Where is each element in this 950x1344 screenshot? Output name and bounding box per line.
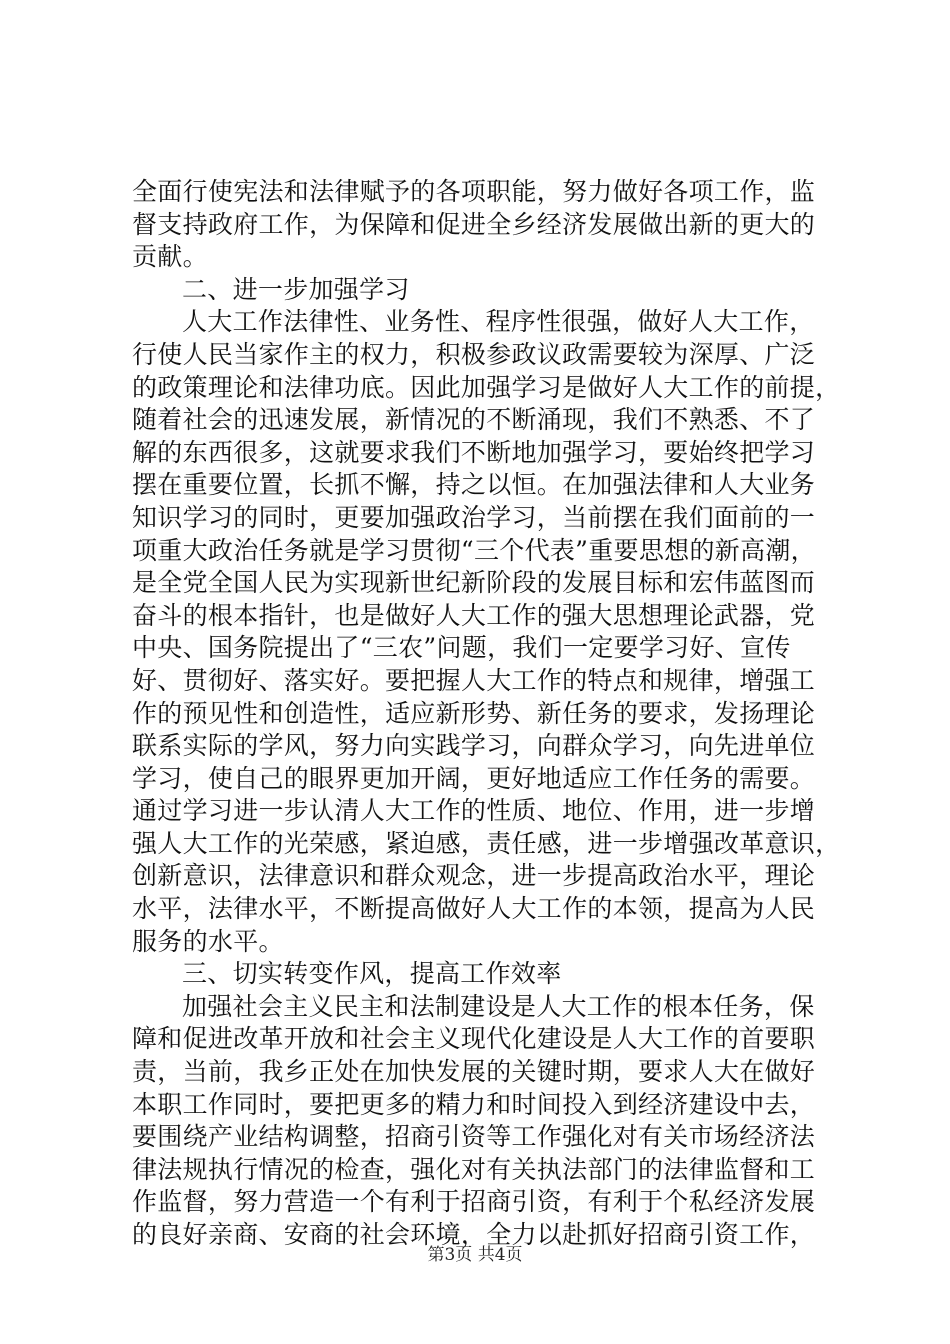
text-line: 行使人民当家作主的权力，积极参政议政需要较为深厚、广泛 (132, 339, 816, 369)
text-line: 知识学习的同时，更要加强政治学习，当前摆在我们面前的一 (132, 502, 816, 532)
text-line: 好、贯彻好、落实好。要把握人大工作的特点和规律，增强工 (132, 665, 816, 695)
text-line: 摆在重要位置，长抓不懈，持之以恒。在加强法律和人大业务 (132, 470, 816, 500)
text-line: 加强社会主义民主和法制建设是人大工作的根本任务，保 (182, 991, 815, 1021)
text-line: 全面行使宪法和法律赋予的各项职能，努力做好各项工作，监 (132, 177, 816, 206)
text-line: 中央、国务院提出了“三农”问题，我们一定要学习好、宣传 (132, 633, 791, 663)
page-footer: 第3页 共4页 (427, 1245, 523, 1265)
text-line: 通过学习进一步认清人大工作的性质、地位、作用，进一步增 (132, 796, 816, 826)
text-line: 是全党全国人民为实现新世纪新阶段的发展目标和宏伟蓝图而 (132, 568, 816, 598)
text-line: 人大工作法律性、业务性、程序性很强，做好人大工作， (182, 307, 815, 337)
text-line: 督支持政府工作，为保障和促进全乡经济发展做出新的更大的 (132, 209, 816, 239)
text-line: 奋斗的根本指针，也是做好人大工作的强大思想理论武器，党 (132, 600, 816, 630)
text-line: 作的预见性和创造性，适应新形势、新任务的要求，发扬理论 (132, 698, 816, 728)
text-line: 障和促进改革开放和社会主义现代化建设是人大工作的首要职 (132, 1024, 816, 1054)
text-line: 的政策理论和法律功底。因此加强学习是做好人大工作的前提， (132, 372, 841, 402)
text-line: 水平，法律水平，不断提高做好人大工作的本领，提高为人民 (132, 894, 816, 924)
text-line: 强人大工作的光荣感，紧迫感，责任感，进一步增强改革意识， (132, 828, 841, 858)
text-line: 贡献。 (132, 242, 208, 272)
text-line: 解的东西很多，这就要求我们不断地加强学习，要始终把学习 (132, 437, 816, 467)
text-line: 联系实际的学风，努力向实践学习，向群众学习，向先进单位 (132, 731, 816, 761)
text-line: 创新意识，法律意识和群众观念，进一步提高政治水平，理论 (132, 861, 816, 891)
document-body (132, 176, 841, 1252)
text-line: 律法规执行情况的检查，强化对有关执法部门的法律监督和工 (132, 1154, 816, 1184)
text-line: 的良好亲商、安商的社会环境，全力以赴抓好招商引资工作， (132, 1220, 816, 1249)
text-line: 要围绕产业结构调整，招商引资等工作强化对有关市场经济法 (132, 1122, 816, 1152)
text-line: 本职工作同时，要把更多的精力和时间投入到经济建设中去， (132, 1089, 816, 1119)
text-line: 学习，使自己的眼界更加开阔，更好地适应工作任务的需要。 (132, 763, 816, 793)
text-line: 作监督，努力营造一个有利于招商引资，有利于个私经济发展 (132, 1187, 816, 1217)
text-line: 项重大政治任务就是学习贯彻“三个代表”重要思想的新高潮， (132, 535, 816, 565)
section-heading: 二、进一步加强学习 (182, 274, 410, 304)
section-heading: 三、切实转变作风，提高工作效率 (182, 959, 562, 989)
text-line: 责，当前，我乡正处在加快发展的关键时期，要求人大在做好 (132, 1057, 816, 1087)
text-line: 随着社会的迅速发展，新情况的不断涌现，我们不熟悉、不了 (132, 405, 816, 435)
text-line: 服务的水平。 (132, 926, 284, 956)
